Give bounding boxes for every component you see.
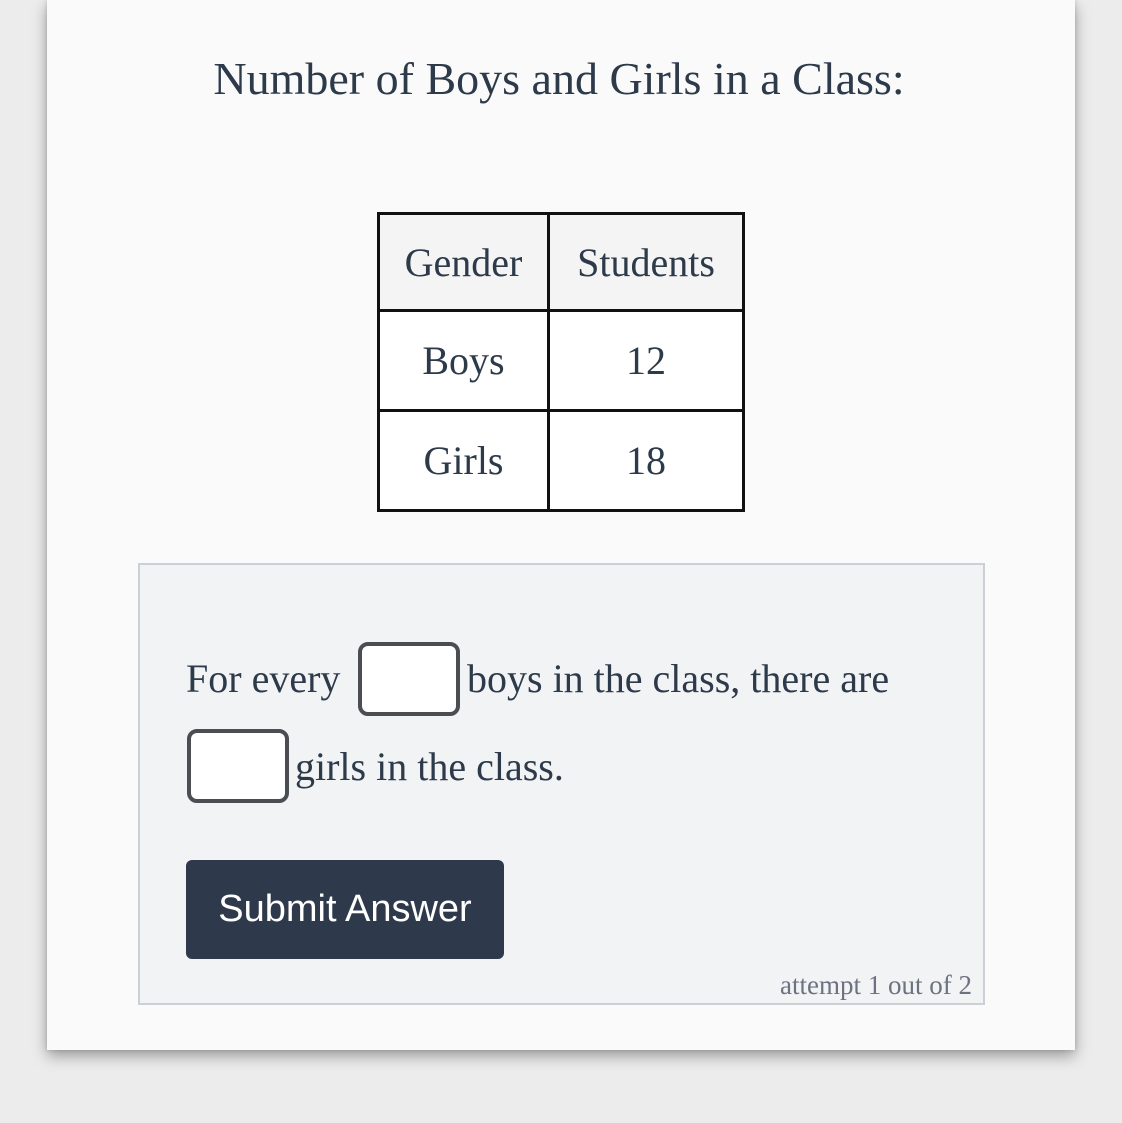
attempt-counter: attempt 1 out of 2 — [780, 970, 972, 1000]
table-cell-gender: Boys — [379, 311, 549, 411]
table-header-row — [379, 214, 744, 311]
submit-answer-button[interactable]: Submit Answer — [186, 860, 504, 959]
table-cell-gender: Girls — [379, 411, 549, 511]
question-panel — [138, 563, 985, 1005]
table-cell-students: 18 — [549, 411, 744, 511]
table-header-students: Students — [549, 214, 744, 311]
girls-ratio-input[interactable] — [187, 729, 289, 803]
worksheet-page — [47, 0, 1075, 1050]
table-cell-students: 12 — [549, 311, 744, 411]
page-title: Number of Boys and Girls in a Class: — [213, 53, 905, 104]
table-row — [379, 311, 744, 411]
table-header-gender: Gender — [379, 214, 549, 311]
question-text-part3: girls in the class. — [295, 744, 564, 789]
question-text-part2: boys in the class, there are — [467, 656, 890, 701]
question-text-part1: For every — [186, 656, 341, 701]
table-row — [379, 411, 744, 511]
data-table — [377, 212, 745, 512]
boys-ratio-input[interactable] — [358, 642, 460, 716]
